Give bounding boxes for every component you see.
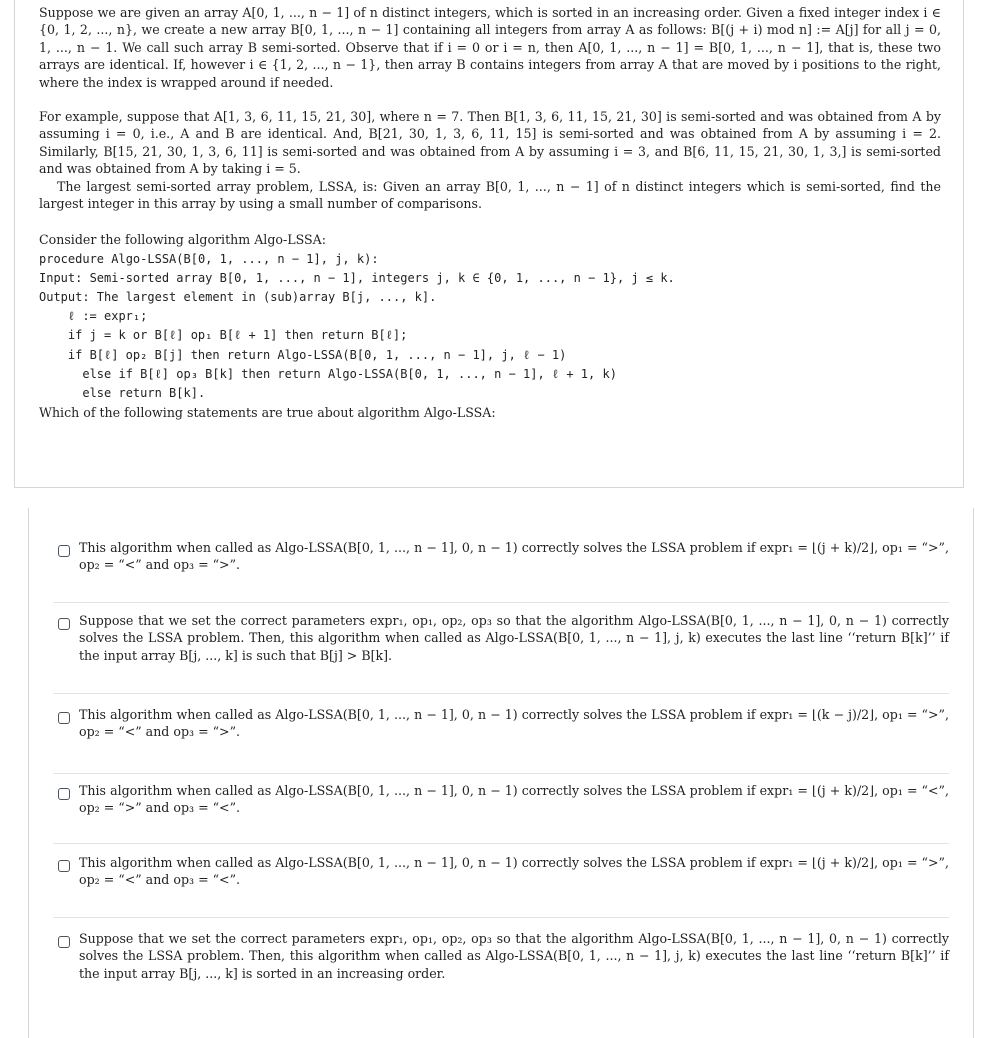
- checkbox-icon[interactable]: [58, 618, 70, 630]
- checkbox-icon[interactable]: [58, 936, 70, 948]
- option-text: Suppose that we set the correct parameters expr₁, op₁, op₂, op₃ so that the algorithm Algo-LSSA(B[0, 1, ..., n − 1], 0, n − 1) correctly solves the LSSA problem. Then, this algorithm when called as Algo-LSSA(B[0, 1, ..., n − 1], j, k) executes the last line ‘‘return B[k]’’ if the input array B[j, ..., k] is such that B[j] > B[k].: [79, 613, 949, 663]
- algorithm-line: procedure Algo-LSSA(B[0, 1, ..., n − 1], j, k):: [39, 251, 379, 266]
- option-text: Suppose that we set the correct parameters expr₁, op₁, op₂, op₃ so that the algorithm Algo-LSSA(B[0, 1, ..., n − 1], 0, n − 1) correctly solves the LSSA problem. Then, this algorithm when called as Algo-LSSA(B[0, 1, ..., n − 1], j, k) executes the last line ‘‘return B[k]’’ if the input array B[j, ..., k] is sorted in an increasing order.: [79, 931, 949, 981]
- algorithm-block: [39, 230, 941, 422]
- algorithm-line: else if B[ℓ] op₃ B[k] then return Algo-LSSA(B[0, 1, ..., n − 1], ℓ + 1, k): [39, 366, 617, 381]
- question-panel: [14, 0, 964, 488]
- checkbox-icon[interactable]: [58, 712, 70, 724]
- option-text: This algorithm when called as Algo-LSSA(B[0, 1, ..., n − 1], 0, n − 1) correctly solves the LSSA problem if expr₁ = ⌊(j + k)/2⌋, op₁ = “>”, op₂ = “<” and op₃ = “<”.: [79, 855, 949, 888]
- question-prompt: Which of the following statements are true about algorithm Algo-LSSA:: [39, 405, 496, 421]
- checkbox-icon[interactable]: [58, 788, 70, 800]
- algorithm-line: if j = k or B[ℓ] op₁ B[ℓ + 1] then return B[ℓ];: [39, 328, 408, 343]
- divider: [53, 602, 949, 603]
- option-text: This algorithm when called as Algo-LSSA(B[0, 1, ..., n − 1], 0, n − 1) correctly solves the LSSA problem if expr₁ = ⌊(k − j)/2⌋, op₁ = “>”, op₂ = “<” and op₃ = “>”.: [79, 707, 949, 740]
- answer-option-4[interactable]: [53, 782, 949, 817]
- algorithm-line: Output: The largest element in (sub)array B[j, ..., k].: [39, 290, 437, 305]
- checkbox-icon[interactable]: [58, 860, 70, 872]
- question-intro: Suppose we are given an array A[0, 1, ..., n − 1] of n distinct integers, which is sorted in an increasing order. Given a fixed integer index i ∈ {0, 1, 2, ..., n}, we create a new array B[0, 1, ..., n − 1] containing all integers from array A as follows: B[(j + i) mod n] := A[j] for all j = 0, 1, ..., n − 1. We call such array B semi-sorted. Observe that if i = 0 or i = n, then A[0, 1, ..., n − 1] = B[0, 1, ..., n − 1], that is, these two arrays are identical. If, however i ∈ {1, 2, ..., n − 1}, then array B contains integers from array A that are moved by i positions to the right, where the index is wrapped around if needed.: [39, 5, 941, 90]
- algorithm-line: ℓ := expr₁;: [39, 309, 148, 324]
- answer-option-1[interactable]: [53, 539, 949, 574]
- algorithm-line: Input: Semi-sorted array B[0, 1, ..., n − 1], integers j, k ∈ {0, 1, ..., n − 1}, j ≤ k.: [39, 270, 675, 285]
- problem-definition: The largest semi-sorted array problem, LSSA, is: Given an array B[0, 1, ..., n − 1] of n distinct integers which is semi-sorted, find the largest integer in this array by using a small number of comparisons.: [39, 178, 941, 212]
- answer-option-2[interactable]: [53, 612, 949, 664]
- option-text: This algorithm when called as Algo-LSSA(B[0, 1, ..., n − 1], 0, n − 1) correctly solves the LSSA problem if expr₁ = ⌊(j + k)/2⌋, op₁ = “>”, op₂ = “<” and op₃ = “>”.: [79, 540, 949, 573]
- algorithm-intro: Consider the following algorithm Algo-LSSA:: [39, 232, 326, 248]
- answer-option-5[interactable]: [53, 854, 949, 889]
- divider: [53, 843, 949, 844]
- algorithm-line: else return B[k].: [39, 386, 206, 401]
- divider: [53, 773, 949, 774]
- answer-options: [28, 508, 974, 1038]
- divider: [53, 693, 949, 694]
- question-example: For example, suppose that A[1, 3, 6, 11, 15, 21, 30], where n = 7. Then B[1, 3, 6, 11, 15, 21, 30] is semi-sorted and was obtained from A by assuming i = 0, i.e., A and B are identical. And, B[21, 30, 1, 3, 6, 11, 15] is semi-sorted and was obtained from A by assuming i = 2. Similarly, B[15, 21, 30, 1, 3, 6, 11] is semi-sorted and was obtained from A by assuming i = 3, and B[6, 11, 15, 21, 30, 1, 3,] is semi-sorted and was obtained from A by taking i = 5.: [39, 109, 941, 177]
- checkbox-icon[interactable]: [58, 545, 70, 557]
- answer-option-6[interactable]: [53, 930, 949, 982]
- algorithm-line: if B[ℓ] op₂ B[j] then return Algo-LSSA(B[0, 1, ..., n − 1], j, ℓ − 1): [39, 347, 567, 362]
- divider: [53, 917, 949, 918]
- answer-option-3[interactable]: [53, 706, 949, 741]
- option-text: This algorithm when called as Algo-LSSA(B[0, 1, ..., n − 1], 0, n − 1) correctly solves the LSSA problem if expr₁ = ⌊(j + k)/2⌋, op₁ = “<”, op₂ = “>” and op₃ = “<”.: [79, 783, 949, 816]
